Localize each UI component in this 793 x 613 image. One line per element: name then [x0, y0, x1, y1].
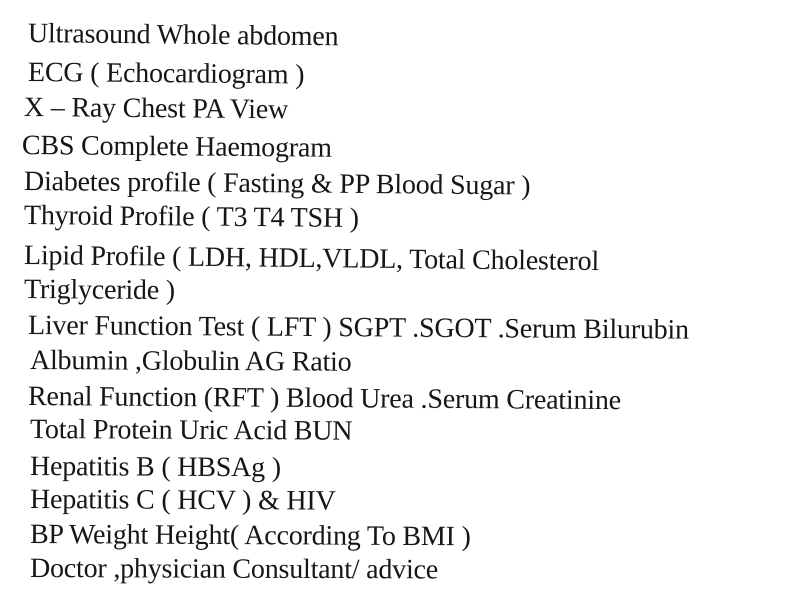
test-line-xray: X – Ray Chest PA View	[23, 92, 289, 126]
test-line-lipid-cont: Triglyceride )	[23, 274, 176, 307]
test-line-lipid: Lipid Profile ( LDH, HDL,VLDL, Total Cholesterol	[23, 240, 600, 278]
test-line-hepatitis-b: Hepatitis B ( HBSAg )	[29, 451, 281, 484]
test-line-albumin: Albumin ,Globulin AG Ratio	[29, 345, 352, 378]
test-line-liver: Liver Function Test ( LFT ) SGPT .SGOT .Serum Bilurubin	[27, 310, 689, 346]
test-line-thyroid: Thyroid Profile ( T3 T4 TSH )	[23, 200, 359, 234]
test-line-hepatitis-c: Hepatitis C ( HCV ) & HIV	[29, 484, 336, 517]
test-line-ultrasound: Ultrasound Whole abdomen	[27, 18, 339, 53]
test-line-haemogram: CBS Complete Haemogram	[21, 130, 332, 164]
test-line-diabetes: Diabetes profile ( Fasting & PP Blood Sugar )	[23, 166, 531, 202]
test-line-bp-weight: BP Weight Height( According To BMI )	[29, 519, 471, 553]
test-line-ecg: ECG ( Echocardiogram )	[27, 57, 305, 91]
test-line-renal: Renal Function (RFT ) Blood Urea .Serum Creatinine	[27, 381, 622, 417]
test-line-doctor: Doctor ,physician Consultant/ advice	[29, 553, 439, 586]
test-line-protein: Total Protein Uric Acid BUN	[29, 414, 353, 447]
